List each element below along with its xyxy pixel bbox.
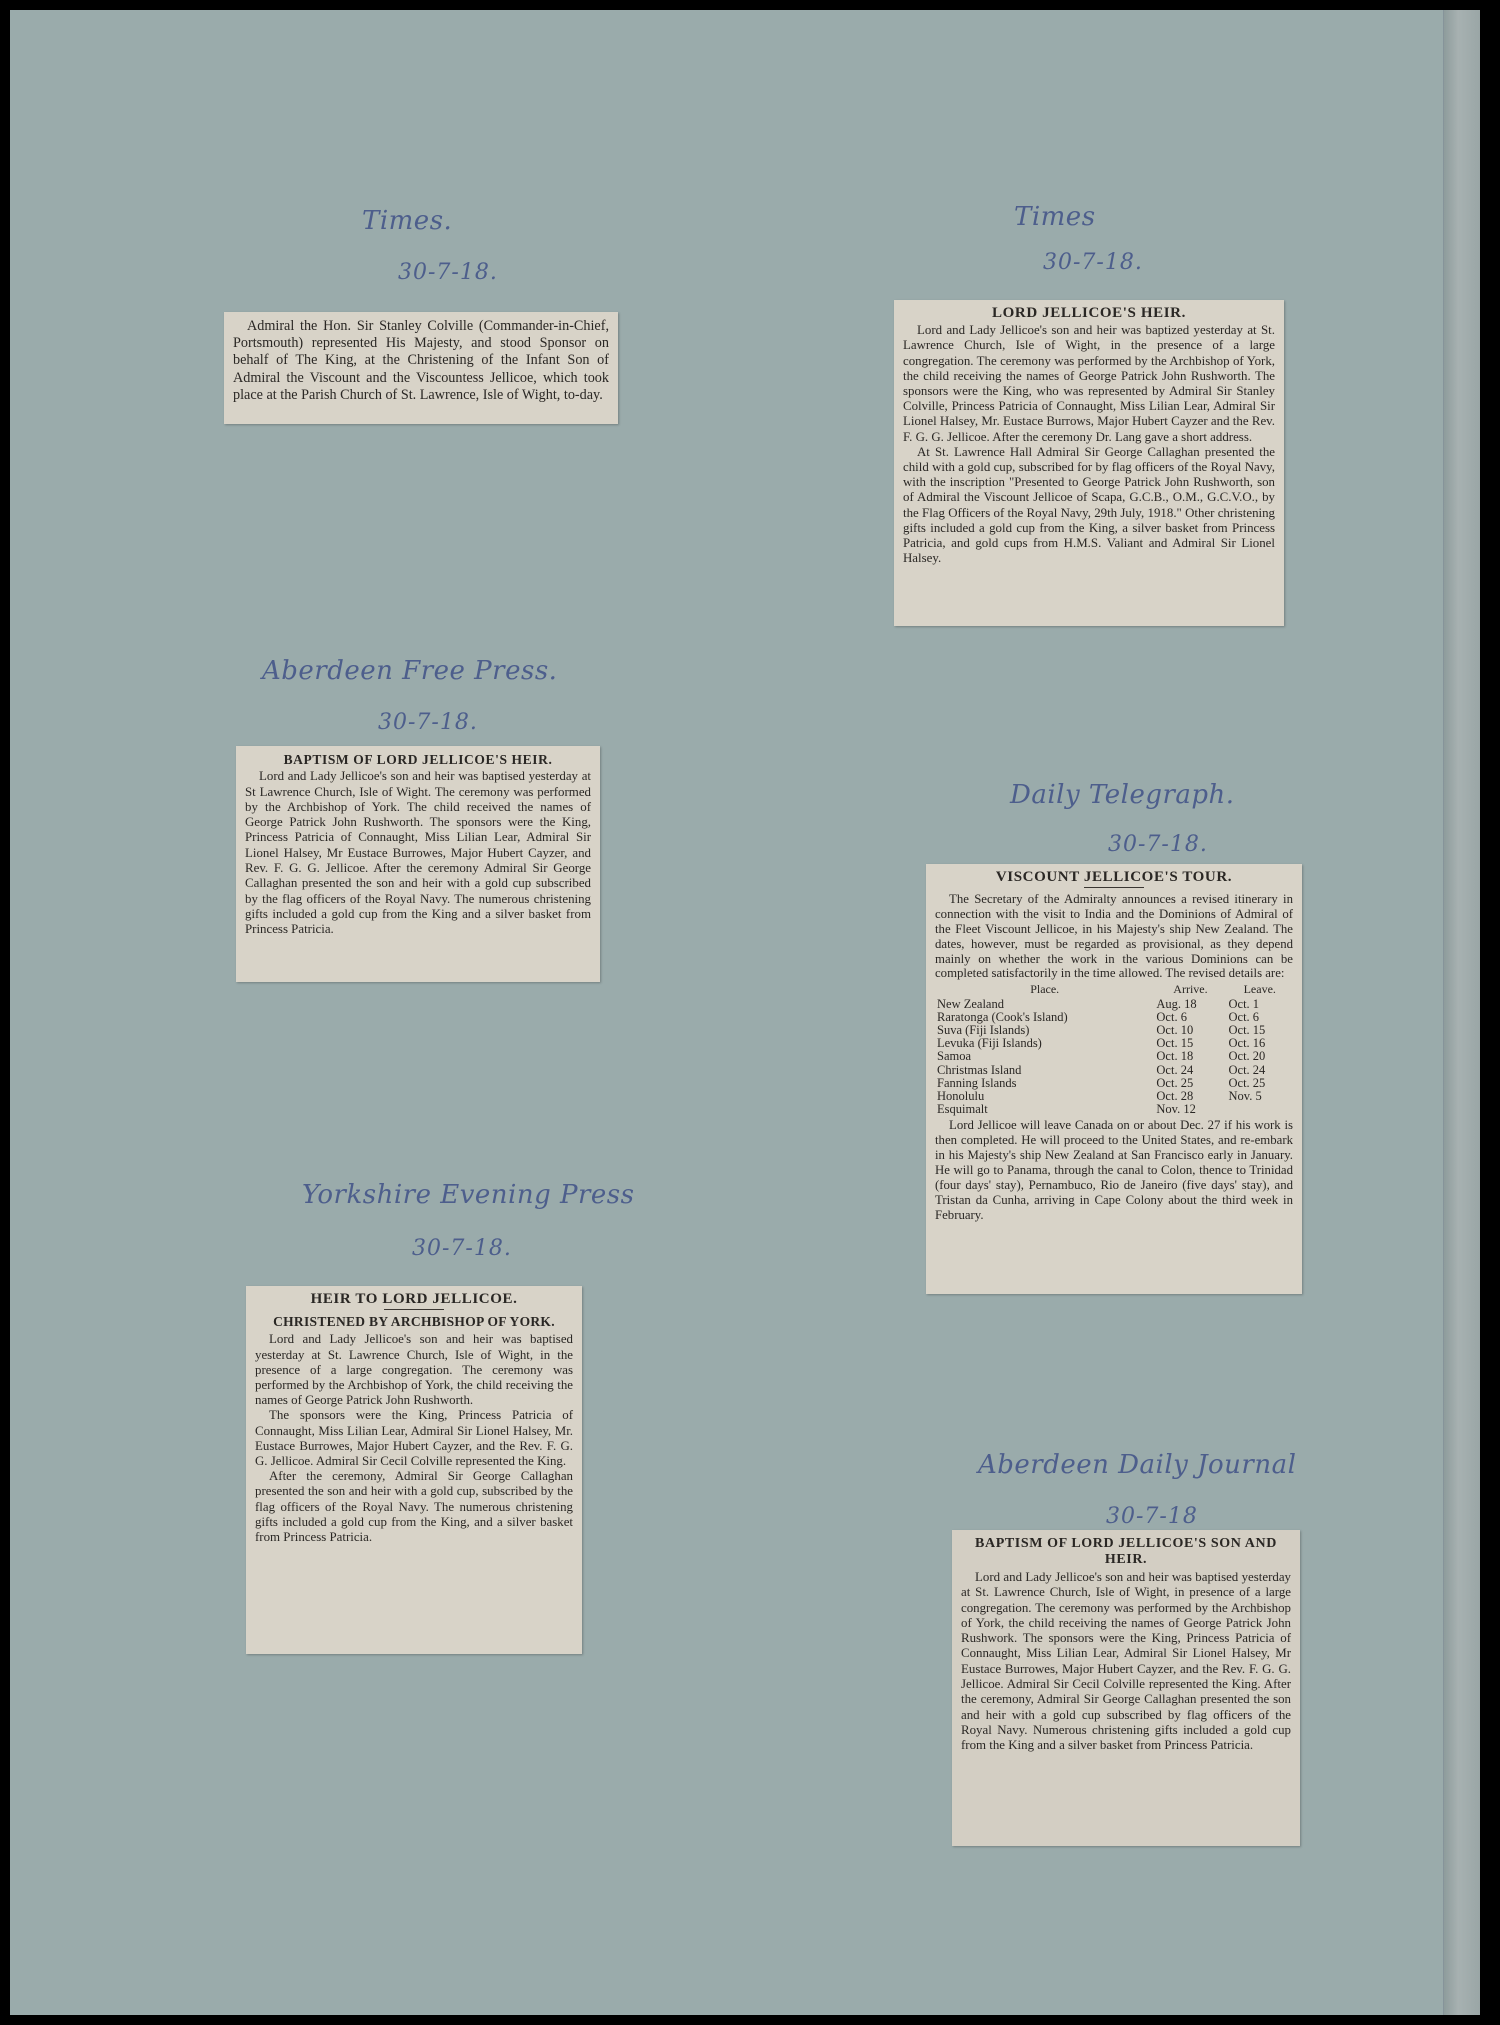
label-times-left-date: 30-7-18.: [398, 260, 498, 285]
itinerary-row: [935, 1077, 1293, 1090]
label-aberdeen-daily-journal-date: 30-7-18: [1106, 1504, 1198, 1529]
clipping-paragraph: At St. Lawrence Hall Admiral Sir George Callaghan presented the child with a gold cup, subscribed for by flag officers of the Royal Navy, with the inscription "Presented to George Patrick John Rushworth, son of Admiral the Viscount Jellicoe of Scapa, G.C.B., O.M., G.C.V.O., by the Flag Officers of the Royal Navy, 29th July, 1918." Other christening gifts included a gold cup from the King, a silver basket from Princess Patricia, and gold cups from H.M.S. Valiant and Admiral Sir Lionel Halsey.: [903, 444, 1275, 566]
itinerary-place: Honolulu: [937, 1088, 985, 1103]
clipping-paragraph: Lord and Lady Jellicoe's son and heir was baptised yesterday at St Lawrence Church, Isle of Wight. The ceremony was performed by the Archbishop of York. The child received the names of George Patrick John Rushworth. The sponsors were the King, Princess Patricia of Connaught, Miss Lilian Lear, Admiral Sir Lionel Halsey, Mr Eustace Burrowes, Major Hubert Cayzer, and Rev. F. G. G. Jellicoe. After the ceremony Admiral Sir George Callaghan presented the son and heir with a gold cup subscribed by the flag officers of the Royal Navy. The numerous christening gifts included a gold cup from the King and a silver basket from Princess Patricia.: [245, 769, 591, 937]
itinerary-table: [935, 982, 1293, 1116]
itinerary-row: [935, 1064, 1293, 1077]
clipping-paragraph: Lord and Lady Jellicoe's son and heir was baptized yesterday at St. Lawrence Church, Isle of Wight, in the presence of a large congregation. The ceremony was performed by the Archbishop of York, the child receiving the names of George Patrick John Rushworth. The sponsors were the King, who was represented by Admiral Sir Stanley Colville, Princess Patricia of Connaught, Miss Lilian Lear, Admiral Sir Lionel Halsey, Mr. Eustace Burrows, Major Hubert Cayzer and the Rev. F. G. G. Jellicoe. After the ceremony Dr. Lang gave a short address.: [903, 323, 1275, 444]
label-times-right: Times: [1014, 202, 1096, 232]
clipping-viscount-jellicoes-tour: [926, 864, 1302, 1294]
title-rule: [384, 1309, 444, 1310]
itinerary-place: Fanning Islands: [937, 1075, 1017, 1090]
itinerary-leave: Oct. 6: [1228, 1009, 1260, 1024]
label-aberdeen-daily-journal: Aberdeen Daily Journal: [978, 1450, 1297, 1480]
label-aberdeen-free-press-date: 30-7-18.: [378, 710, 478, 735]
album-board: [10, 10, 1480, 2015]
label-yorkshire-evening-press: Yorkshire Evening Press: [302, 1180, 635, 1210]
clipping-baptism-son-and-heir: [952, 1530, 1300, 1846]
title-rule: [1084, 887, 1144, 888]
itinerary-arrive: Oct. 24: [1156, 1062, 1194, 1077]
header-leave: Leave.: [1243, 982, 1276, 997]
clipping-title: VISCOUNT JELLICOE'S TOUR.: [995, 869, 1233, 885]
itinerary-place: Raratonga (Cook's Island): [937, 1009, 1068, 1024]
itinerary-row: [935, 1050, 1293, 1063]
itinerary-leave: Oct. 24: [1228, 1062, 1266, 1077]
itinerary-row: [935, 1103, 1293, 1116]
itinerary-leave: Oct. 16: [1228, 1036, 1266, 1051]
label-times-right-date: 30-7-18.: [1043, 250, 1143, 275]
itinerary-place: Christmas Island: [937, 1062, 1022, 1077]
clipping-colville-sponsor: [224, 312, 618, 424]
itinerary-arrive: Oct. 10: [1156, 1022, 1194, 1037]
itinerary-arrive: Oct. 6: [1156, 1009, 1187, 1024]
clipping-paragraph: After the ceremony, Admiral Sir George Callaghan presented the son and heir with a gold cup, subscribed by the flag officers of the Royal Navy. The numerous christening gifts included a gold cup from the King, and a silver basket from Princess Patricia.: [255, 1469, 573, 1545]
clipping-paragraph: Lord and Lady Jellicoe's son and heir was baptised yesterday at St. Lawrence Church, Isle of Wight, in the presence of a large congregation. The ceremony was performed by the Archbishop of York, the child receiving the names of George Patrick John Rushworth.: [255, 1332, 573, 1408]
itinerary-arrive: Nov. 12: [1156, 1102, 1196, 1117]
itinerary-leave: [1227, 1103, 1294, 1116]
label-aberdeen-free-press: Aberdeen Free Press.: [262, 656, 558, 686]
clipping-title: BAPTISM OF LORD JELLICOE'S HEIR.: [283, 752, 553, 767]
label-daily-telegraph-date: 30-7-18.: [1108, 832, 1208, 857]
clipping-title: LORD JELLICOE'S HEIR.: [992, 305, 1186, 321]
clipping-subtitle: CHRISTENED BY ARCHBISHOP OF YORK.: [273, 1314, 555, 1330]
clipping-colville-body: Admiral the Hon. Sir Stanley Colville (Commander-in-Chief, Portsmouth) represented His Majesty, and stood Sponsor on behalf of The King, at the Christening of the Infant Son of Admiral the Viscount and the Viscountess Jellicoe, which took place at the Parish Church of St. Lawrence, Isle of Wight, to-day.: [233, 318, 609, 403]
label-yorkshire-evening-press-date: 30-7-18.: [412, 1236, 512, 1261]
itinerary-row: [935, 1090, 1293, 1103]
header-place: Place.: [1030, 982, 1060, 997]
itinerary-place: Samoa: [937, 1049, 972, 1064]
itinerary-arrive: Oct. 18: [1156, 1049, 1194, 1064]
itinerary-place: Levuka (Fiji Islands): [937, 1036, 1042, 1051]
clipping-paragraph: Lord Jellicoe will leave Canada on or about Dec. 27 if his work is then completed. He will proceed to the United States, and re-embark in his Majesty's ship New Zealand at San Francisco early in January. He will go to Panama, through the canal to Colon, thence to Trinidad (four days' stay), Pernambuco, Rio de Janeiro (five days' stay), and Tristan da Cunha, arriving in Cape Colony about the third week in February.: [935, 1118, 1293, 1222]
clipping-title: HEIR TO LORD JELLICOE.: [310, 1291, 518, 1307]
itinerary-row: [935, 998, 1293, 1011]
clipping-heir-to-lord-jellicoe: [246, 1286, 582, 1654]
itinerary-leave: Oct. 25: [1228, 1075, 1266, 1090]
album-spine-edge: [1443, 10, 1480, 2015]
itinerary-arrive: Aug. 18: [1156, 996, 1197, 1011]
itinerary-leave: Oct. 1: [1228, 996, 1260, 1011]
clipping-paragraph: The sponsors were the King, Princess Patricia of Connaught, Miss Lilian Lear, Admiral Sir Lionel Halsey, Mr. Eustace Burrowes, Major Hubert Cayzer, and the Rev. F. G. G. Jellicoe. Admiral Sir Cecil Colville represented the King.: [255, 1408, 573, 1469]
itinerary-leave: Oct. 20: [1228, 1049, 1266, 1064]
itinerary-leave: Oct. 15: [1228, 1022, 1266, 1037]
itinerary-place: New Zealand: [937, 996, 1004, 1011]
itinerary-header: [935, 982, 1293, 997]
itinerary-row: [935, 1011, 1293, 1024]
clipping-paragraph: The Secretary of the Admiralty announces a revised itinerary in connection with the visit to India and the Dominions of Admiral of the Fleet Viscount Jellicoe, in his Majesty's ship New Zealand. The dates, however, must be regarded as provisional, as they depend mainly on whether the work in the various Dominions can be completed satisfactorily in the time allowed. The revised details are:: [935, 891, 1293, 981]
header-arrive: Arrive.: [1173, 982, 1208, 997]
label-daily-telegraph: Daily Telegraph.: [1010, 780, 1235, 810]
itinerary-place: Esquimalt: [937, 1102, 988, 1117]
itinerary-arrive: Oct. 25: [1156, 1075, 1194, 1090]
clipping-lord-jellicoes-heir: [894, 300, 1284, 626]
clipping-title: BAPTISM OF LORD JELLICOE'S SON AND HEIR.: [975, 1536, 1277, 1567]
label-times-left: Times.: [362, 206, 453, 236]
itinerary-arrive: Oct. 28: [1156, 1088, 1194, 1103]
itinerary-place: Suva (Fiji Islands): [937, 1022, 1030, 1037]
itinerary-arrive: Oct. 15: [1156, 1036, 1194, 1051]
itinerary-leave: Nov. 5: [1228, 1088, 1262, 1103]
clipping-paragraph: Lord and Lady Jellicoe's son and heir was baptised yesterday at St. Lawrence Church, Isle of Wight, in presence of a large congregation. The ceremony was performed by the Archbishop of York, the child receiving the names of George Patrick John Rushwork. The sponsors were the King, Princess Patricia of Connaught, Miss Lilian Lear, Admiral Sir Lionel Halsey, Mr Eustace Burrowes, Major Hubert Cayzer, and the Rev. F. G. G. Jellicoe. Admiral Sir Cecil Colville represented the King. After the ceremony, Admiral Sir George Callaghan presented the son and heir with a gold cup subscribed by flag officers of the Royal Navy. Numerous christening gifts included a gold cup from the King and a silver basket from Princess Patricia.: [961, 1570, 1291, 1753]
clipping-baptism-free-press: [236, 746, 600, 982]
